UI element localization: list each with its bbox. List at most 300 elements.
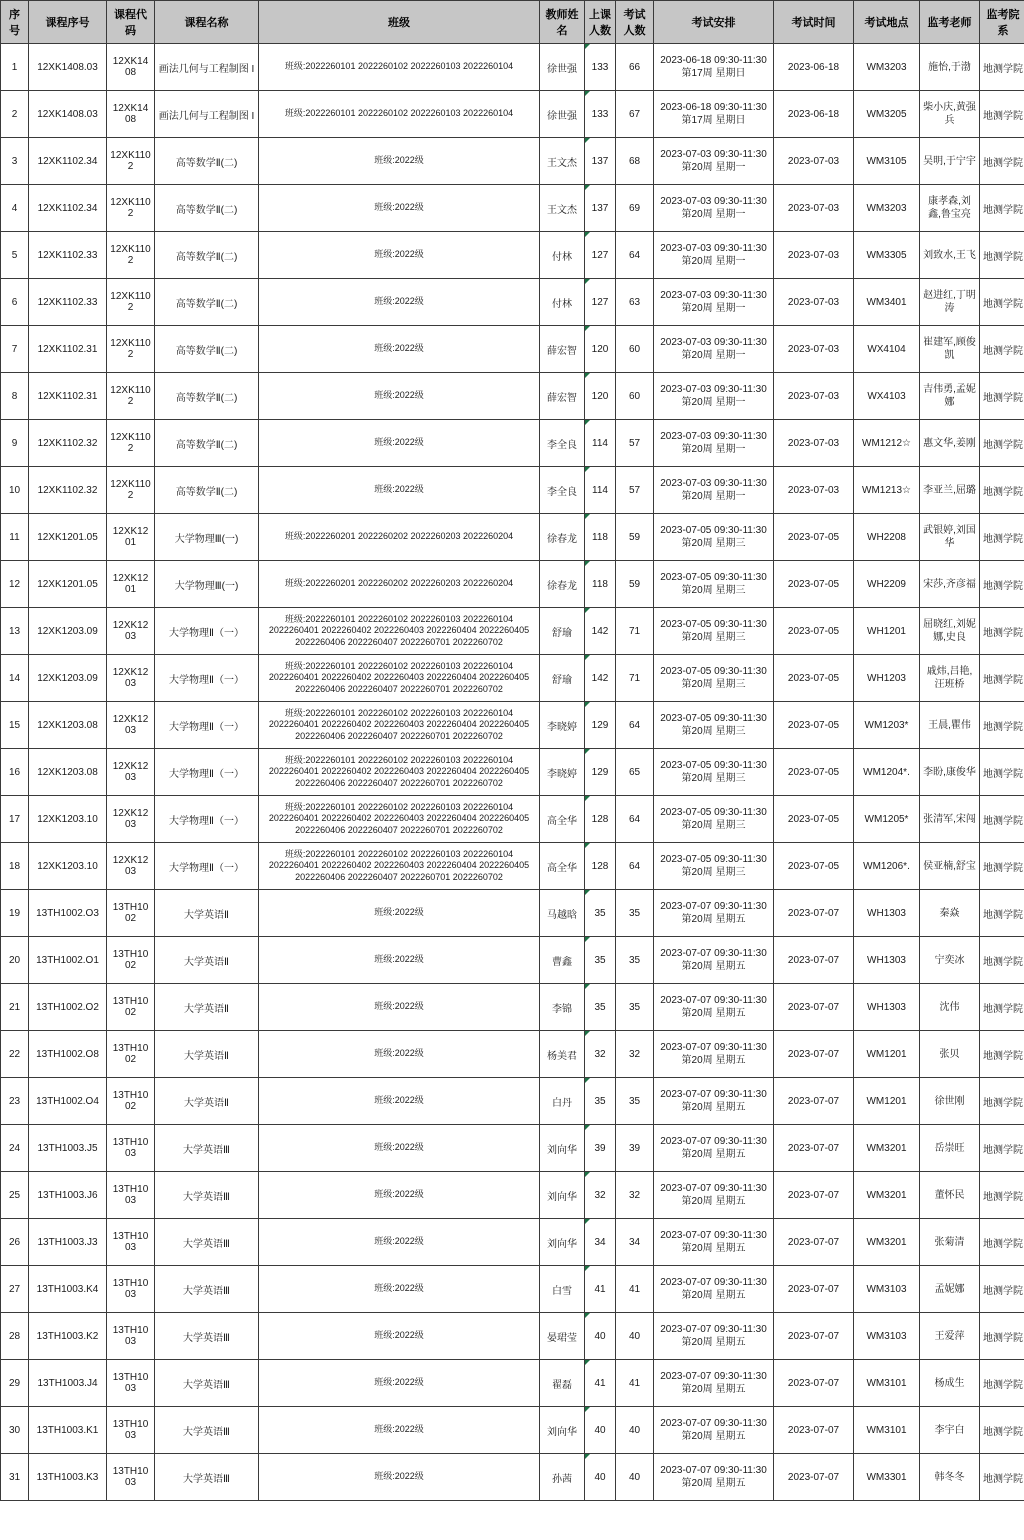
cell-text: 2023-07-07 09:30-11:30 第20周 星期五 [660, 1277, 767, 1301]
cell-course-no [29, 937, 107, 984]
cell-text: 班级:2022级 [374, 296, 424, 307]
cell-text: 12XK1102 [110, 338, 151, 360]
cell-text: 班级:2022级 [374, 907, 424, 918]
header-examinees: 考试人数 [616, 1, 654, 44]
cell-teacher [540, 561, 585, 608]
cell-text: 41 [594, 1377, 606, 1389]
cell-text: 柴小庆,黄强兵 [923, 102, 976, 126]
cell-text: 133 [591, 108, 609, 120]
cell-text: 班级:2022级 [374, 202, 424, 213]
cell-text: 李晓婷 [547, 721, 577, 733]
cell-text: 40 [594, 1471, 606, 1483]
cell-exam-date [774, 138, 854, 185]
cell-text: 2023-07-03 [787, 437, 840, 449]
cell-examinees [616, 420, 654, 467]
cell-teacher [540, 420, 585, 467]
cell-department [980, 937, 1024, 984]
cell-text: 12XK1203.08 [37, 766, 98, 778]
cell-examinees [616, 890, 654, 937]
cell-department [980, 1078, 1024, 1125]
cell-text: 2023-07-07 09:30-11:30 第20周 星期五 [660, 1418, 767, 1442]
cell-text: 68 [628, 155, 641, 167]
cell-text: WM1212☆ [862, 437, 911, 449]
cell-examinees [616, 843, 654, 890]
cell-text: 13TH1002 [112, 902, 149, 924]
cell-enrolled [585, 890, 616, 937]
cell-course-no [29, 1360, 107, 1407]
cell-text: WM3305 [866, 249, 907, 261]
cell-text: 13TH1003 [112, 1137, 149, 1159]
green-corner-triangle-icon [585, 514, 590, 519]
cell-exam-date [774, 843, 854, 890]
cell-text: 20 [8, 954, 21, 966]
cell-examinees [616, 702, 654, 749]
cell-text: 129 [591, 719, 609, 731]
cell-enrolled [585, 1031, 616, 1078]
green-corner-triangle-icon [585, 890, 590, 895]
cell-text: 32 [628, 1048, 641, 1060]
cell-exam-date [774, 326, 854, 373]
cell-text: 19 [8, 907, 21, 919]
cell-text: 34 [594, 1236, 606, 1248]
cell-course-no [29, 655, 107, 702]
cell-text: 22 [8, 1048, 21, 1060]
cell-text: 2 [11, 108, 18, 120]
cell-course-code [107, 1313, 155, 1360]
cell-text: 12XK1102 [110, 244, 151, 266]
table-row [1, 702, 1024, 749]
cell-text: 大学物理Ⅱ（一） [169, 721, 244, 733]
cell-text: 40 [628, 1471, 641, 1483]
cell-text: 32 [594, 1048, 606, 1060]
cell-text: 63 [628, 296, 641, 308]
green-corner-triangle-icon [585, 467, 590, 472]
cell-enrolled [585, 749, 616, 796]
green-corner-triangle-icon [585, 1078, 590, 1083]
cell-teacher [540, 185, 585, 232]
cell-exam-room [854, 279, 920, 326]
cell-class [259, 1078, 540, 1125]
cell-text: 张清军,宋闯 [923, 813, 976, 825]
cell-class [259, 1454, 540, 1501]
cell-text: 王文杰 [547, 204, 577, 216]
cell-text: 12XK1102.32 [37, 484, 98, 496]
cell-department [980, 1031, 1024, 1078]
cell-text: 12XK1203 [112, 620, 149, 642]
cell-exam-date [774, 937, 854, 984]
cell-examinees [616, 467, 654, 514]
cell-enrolled [585, 984, 616, 1031]
cell-exam-schedule [654, 1219, 774, 1266]
cell-text: 71 [628, 672, 641, 684]
cell-text: 地测学院 [983, 1097, 1023, 1109]
cell-text: 2023-07-05 09:30-11:30 第20周 星期三 [660, 525, 767, 549]
cell-text: 地测学院 [983, 1426, 1023, 1438]
cell-examinees [616, 1313, 654, 1360]
cell-enrolled [585, 91, 616, 138]
cell-text: 晏珺莹 [547, 1332, 577, 1344]
cell-course-code [107, 279, 155, 326]
cell-text: 高等数学Ⅱ(二) [175, 251, 238, 263]
cell-seq [1, 373, 29, 420]
cell-invigilators [920, 843, 980, 890]
cell-exam-date [774, 702, 854, 749]
cell-exam-schedule [654, 890, 774, 937]
cell-course-name [155, 1360, 259, 1407]
cell-text: 142 [591, 672, 609, 684]
cell-exam-room [854, 1266, 920, 1313]
green-corner-triangle-icon [585, 326, 590, 331]
cell-text: 地测学院 [983, 1050, 1023, 1062]
cell-text: 2023-07-07 09:30-11:30 第20周 星期五 [660, 1324, 767, 1348]
cell-text: WM3301 [866, 1471, 907, 1483]
cell-class [259, 890, 540, 937]
cell-text: 刘向华 [547, 1426, 577, 1438]
cell-enrolled [585, 1219, 616, 1266]
cell-text: 13TH1002 [112, 949, 149, 971]
cell-exam-date [774, 749, 854, 796]
green-corner-triangle-icon [585, 420, 590, 425]
cell-exam-schedule [654, 561, 774, 608]
cell-seq [1, 1125, 29, 1172]
cell-text: 2023-07-05 09:30-11:30 第20周 星期三 [660, 713, 767, 737]
cell-course-no [29, 138, 107, 185]
cell-text: 刘向华 [547, 1191, 577, 1203]
cell-text: 2023-07-03 [787, 155, 840, 167]
table-row [1, 1031, 1024, 1078]
cell-text: 12XK1102 [110, 150, 151, 172]
cell-text: 2023-07-03 09:30-11:30 第20周 星期一 [660, 431, 767, 455]
cell-exam-schedule [654, 1078, 774, 1125]
cell-text: 114 [592, 484, 608, 496]
cell-class [259, 608, 540, 655]
cell-text: WH1303 [867, 907, 906, 919]
cell-seq [1, 279, 29, 326]
cell-text: 画法几何与工程制图 I [158, 63, 255, 75]
cell-text: 舒瑜 [552, 627, 572, 639]
cell-exam-date [774, 1219, 854, 1266]
cell-class [259, 1313, 540, 1360]
green-corner-triangle-icon [585, 1360, 590, 1365]
cell-text: 2023-07-07 [787, 1330, 840, 1342]
cell-exam-schedule [654, 1407, 774, 1454]
cell-exam-room [854, 138, 920, 185]
green-corner-triangle-icon [585, 984, 590, 989]
cell-exam-date [774, 1078, 854, 1125]
cell-text: 班级:2022级 [374, 954, 424, 965]
cell-invigilators [920, 373, 980, 420]
cell-exam-schedule [654, 1125, 774, 1172]
cell-exam-schedule [654, 1313, 774, 1360]
cell-text: 25 [8, 1189, 21, 1201]
cell-text: 康孝森,刘鑫,鲁宝亮 [928, 196, 971, 220]
cell-text: WM3203 [866, 202, 907, 214]
cell-text: 地测学院 [983, 909, 1023, 921]
cell-text: 12XK1102 [110, 479, 151, 501]
cell-text: 地测学院 [983, 674, 1023, 686]
cell-exam-room [854, 373, 920, 420]
cell-enrolled [585, 561, 616, 608]
cell-text: 徐春龙 [547, 580, 577, 592]
cell-text: 12XK1203.08 [37, 719, 98, 731]
cell-text: 2023-07-03 [787, 343, 840, 355]
cell-text: 12XK1102 [110, 291, 151, 313]
cell-text: 班级:2022260101 2022260102 2022260103 2022260104 2022260401 2022260402 2022260403 2022260404 2022260405 2022260406 2022260407 2022260701 2022260702 [268, 802, 530, 835]
cell-text: 2023-07-05 [787, 531, 840, 543]
cell-invigilators [920, 185, 980, 232]
cell-text: 69 [628, 202, 641, 214]
cell-seq [1, 561, 29, 608]
cell-text: 114 [592, 437, 608, 449]
cell-text: 7 [11, 343, 18, 355]
cell-text: 40 [628, 1330, 641, 1342]
cell-course-name [155, 749, 259, 796]
cell-exam-date [774, 655, 854, 702]
green-corner-triangle-icon [585, 1125, 590, 1130]
cell-teacher [540, 1031, 585, 1078]
cell-text: 12XK1102.33 [37, 296, 98, 308]
cell-invigilators [920, 937, 980, 984]
cell-department [980, 467, 1024, 514]
cell-text: 28 [8, 1330, 21, 1342]
cell-exam-date [774, 1407, 854, 1454]
cell-exam-date [774, 561, 854, 608]
cell-text: 薛宏智 [547, 392, 577, 404]
green-corner-triangle-icon [585, 749, 590, 754]
green-corner-triangle-icon [585, 1219, 590, 1224]
cell-text: 地测学院 [983, 204, 1023, 216]
cell-text: 秦焱 [939, 907, 960, 919]
cell-text: 大学英语Ⅲ [183, 1332, 230, 1344]
cell-text: 40 [594, 1330, 606, 1342]
cell-course-no [29, 843, 107, 890]
cell-course-no [29, 1266, 107, 1313]
header-course-no: 课程序号 [29, 1, 107, 44]
cell-enrolled [585, 420, 616, 467]
cell-course-no [29, 185, 107, 232]
green-corner-triangle-icon [585, 91, 590, 96]
cell-text: WM3401 [866, 296, 907, 308]
cell-seq [1, 1313, 29, 1360]
cell-text: 沈伟 [939, 1001, 960, 1013]
cell-exam-schedule [654, 232, 774, 279]
cell-text: 徐世强 [547, 110, 577, 122]
cell-text: 118 [592, 531, 608, 543]
cell-text: WM3201 [866, 1236, 907, 1248]
cell-text: 2023-07-05 [787, 766, 840, 778]
cell-enrolled [585, 1454, 616, 1501]
cell-department [980, 232, 1024, 279]
cell-text: WH1303 [867, 1001, 906, 1013]
cell-text: 高等数学Ⅱ(二) [175, 439, 238, 451]
cell-examinees [616, 1031, 654, 1078]
header-class: 班级 [259, 1, 540, 44]
cell-exam-schedule [654, 185, 774, 232]
cell-text: 2023-07-07 [787, 1377, 840, 1389]
cell-course-code [107, 1266, 155, 1313]
cell-text: 2023-07-05 [787, 625, 840, 637]
cell-text: 地测学院 [983, 768, 1023, 780]
cell-course-name [155, 138, 259, 185]
cell-exam-schedule [654, 1360, 774, 1407]
cell-exam-room [854, 1407, 920, 1454]
cell-examinees [616, 796, 654, 843]
cell-exam-room [854, 44, 920, 91]
cell-text: 地测学院 [983, 1238, 1023, 1250]
cell-text: 17 [8, 813, 21, 825]
cell-text: 2023-06-18 09:30-11:30 第17周 星期日 [660, 55, 767, 79]
header-exam-schedule: 考试安排 [654, 1, 774, 44]
cell-seq [1, 138, 29, 185]
cell-teacher [540, 1266, 585, 1313]
cell-text: WM3205 [866, 108, 907, 120]
cell-text: 2023-07-07 [787, 1142, 840, 1154]
cell-course-code [107, 514, 155, 561]
cell-text: 12XK1203 [112, 761, 149, 783]
cell-text: WM3105 [866, 155, 907, 167]
cell-department [980, 1172, 1024, 1219]
cell-text: 34 [628, 1236, 641, 1248]
cell-text: 32 [594, 1189, 606, 1201]
cell-teacher [540, 1078, 585, 1125]
cell-text: 地测学院 [983, 1285, 1023, 1297]
cell-course-code [107, 138, 155, 185]
green-corner-triangle-icon [585, 937, 590, 942]
cell-text: WM1201 [866, 1048, 907, 1060]
cell-exam-schedule [654, 655, 774, 702]
cell-text: 薛宏智 [547, 345, 577, 357]
cell-text: 班级:2022级 [374, 1142, 424, 1153]
cell-course-code [107, 1407, 155, 1454]
cell-text: 128 [591, 813, 609, 825]
cell-teacher [540, 749, 585, 796]
cell-text: 12XK1203 [112, 667, 149, 689]
green-corner-triangle-icon [585, 232, 590, 237]
cell-text: 杨美君 [547, 1050, 577, 1062]
cell-text: WM3101 [866, 1377, 907, 1389]
cell-invigilators [920, 1360, 980, 1407]
cell-seq [1, 467, 29, 514]
cell-text: 29 [8, 1377, 21, 1389]
table-row [1, 749, 1024, 796]
cell-text: 大学英语Ⅲ [183, 1379, 230, 1391]
cell-text: 付林 [552, 298, 572, 310]
cell-text: 35 [594, 1095, 606, 1107]
cell-enrolled [585, 514, 616, 561]
cell-teacher [540, 44, 585, 91]
cell-exam-room [854, 796, 920, 843]
table-row [1, 326, 1024, 373]
cell-text: 12XK1102 [110, 432, 151, 454]
cell-exam-schedule [654, 279, 774, 326]
cell-course-code [107, 984, 155, 1031]
cell-class [259, 1031, 540, 1078]
cell-enrolled [585, 1172, 616, 1219]
cell-text: 13 [8, 625, 21, 637]
cell-text: 班级:2022260101 2022260102 2022260103 2022260104 2022260401 2022260402 2022260403 2022260404 2022260405 2022260406 2022260407 2022260701 2022260702 [268, 849, 530, 882]
cell-text: WM3103 [866, 1283, 907, 1295]
cell-text: 2023-07-05 [787, 813, 840, 825]
cell-text: 14 [8, 672, 21, 684]
cell-teacher [540, 279, 585, 326]
cell-exam-schedule [654, 91, 774, 138]
cell-text: 王晨,瞿伟 [928, 719, 971, 731]
cell-course-code [107, 232, 155, 279]
cell-text: WH1203 [867, 672, 906, 684]
cell-seq [1, 655, 29, 702]
cell-class [259, 984, 540, 1031]
cell-text: 地测学院 [983, 110, 1023, 122]
cell-examinees [616, 1125, 654, 1172]
cell-course-name [155, 608, 259, 655]
cell-teacher [540, 1313, 585, 1360]
cell-seq [1, 1031, 29, 1078]
cell-text: 侯亚楠,舒宝 [923, 860, 976, 872]
cell-text: 2023-07-07 [787, 1189, 840, 1201]
cell-text: 高全华 [547, 862, 577, 874]
cell-department [980, 796, 1024, 843]
cell-text: 地测学院 [983, 627, 1023, 639]
cell-course-code [107, 1125, 155, 1172]
cell-text: WM1203* [864, 719, 909, 731]
cell-text: 2023-07-07 [787, 954, 840, 966]
cell-text: 12XK1203 [112, 714, 149, 736]
cell-examinees [616, 44, 654, 91]
cell-course-name [155, 1407, 259, 1454]
cell-examinees [616, 1219, 654, 1266]
cell-text: 24 [8, 1142, 21, 1154]
cell-text: 71 [628, 625, 641, 637]
exam-table-body [1, 44, 1024, 1501]
cell-text: 王爱萍 [934, 1330, 965, 1342]
cell-text: 4 [11, 202, 18, 214]
cell-text: 班级:2022260201 2022260202 2022260203 2022260204 [284, 531, 514, 542]
cell-seq [1, 185, 29, 232]
cell-exam-date [774, 1313, 854, 1360]
cell-text: 120 [591, 343, 609, 355]
cell-exam-schedule [654, 1172, 774, 1219]
cell-text: 白雪 [552, 1285, 572, 1297]
table-row [1, 373, 1024, 420]
cell-text: 高等数学Ⅱ(二) [175, 345, 238, 357]
cell-text: 大学英语Ⅱ [184, 1097, 229, 1109]
cell-seq [1, 702, 29, 749]
cell-course-no [29, 702, 107, 749]
cell-text: 2023-07-03 09:30-11:30 第20周 星期一 [660, 196, 767, 220]
cell-text: 2023-07-03 [787, 202, 840, 214]
cell-examinees [616, 561, 654, 608]
cell-text: 60 [628, 390, 641, 402]
cell-text: 12XK1201.05 [37, 578, 98, 590]
green-corner-triangle-icon [585, 702, 590, 707]
cell-text: 徐春龙 [547, 533, 577, 545]
cell-exam-date [774, 91, 854, 138]
cell-department [980, 1360, 1024, 1407]
table-row [1, 984, 1024, 1031]
cell-course-name [155, 420, 259, 467]
cell-text: 戚炜,吕艳,汪班桥 [926, 666, 973, 690]
cell-text: 班级:2022级 [374, 390, 424, 401]
cell-exam-schedule [654, 1454, 774, 1501]
cell-course-no [29, 1078, 107, 1125]
cell-seq [1, 514, 29, 561]
cell-text: 64 [628, 249, 641, 261]
cell-course-name [155, 561, 259, 608]
cell-text: 13TH1003.K1 [36, 1424, 99, 1436]
cell-text: 2023-07-03 [787, 390, 840, 402]
cell-text: 李晓婷 [547, 768, 577, 780]
cell-seq [1, 44, 29, 91]
